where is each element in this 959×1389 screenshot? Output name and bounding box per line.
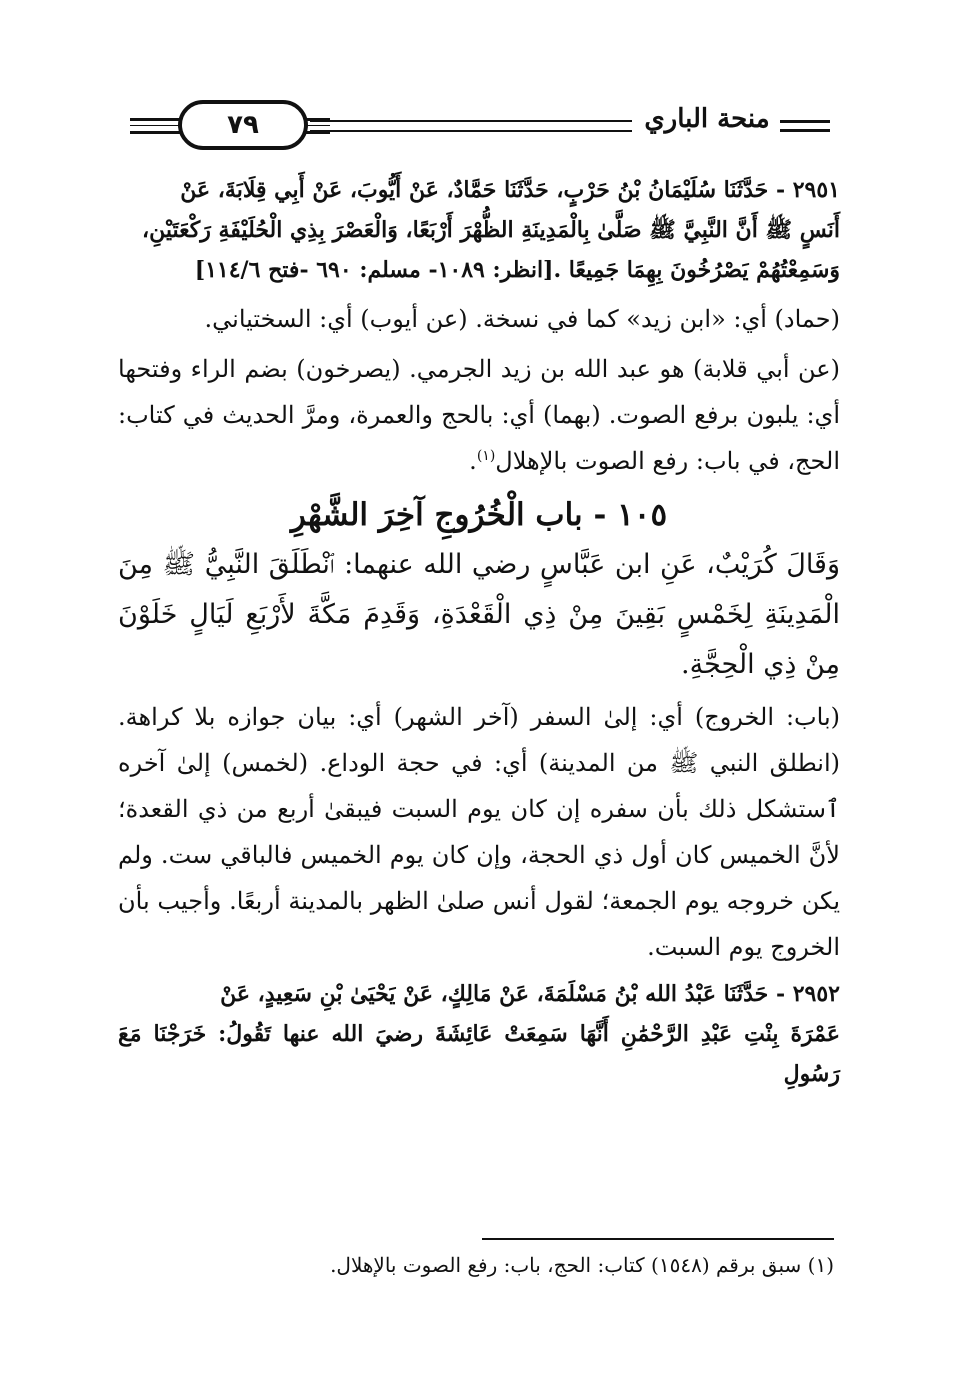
footnote-divider <box>482 1238 834 1240</box>
suspended-narration: وَقَالَ كُرَيْبٌ، عَنِ ابن عَبَّاسٍ رضي الله عنهما: ٱنْطَلَقَ النَّبِيُّ ﷺ مِنَ الْمَدِينَةِ لِخَمْسٍ بَقِينَ مِنْ ذِي الْقَعْدَةِ، وَقَدِمَ مَكَّةَ لأَرْبَعِ لَيَالٍ خَلَوْنَ مِنْ ذِي الْحِجَّةِ. <box>118 549 840 680</box>
hadith-2951 <box>118 170 840 290</box>
hadith-2952-line-2: عَمْرَةَ بِنْتِ عَبْدِ الرَّحْمَٰنِ أَنَّهَا سَمِعَتْ عَائِشَةَ رضيَ الله عنها تَقُولُ: خَرَجْنَا مَعَ رَسُولِ <box>118 1021 840 1087</box>
chapter-105-title: ١٠٥ - باب الْخُرُوجِ آخِرَ الشَّهْرِ <box>290 497 668 533</box>
page-number: ٧٩ <box>227 110 259 140</box>
page-header <box>120 96 840 156</box>
commentary-2951-para-1: (حماد) أي: «ابن زيد» كما في نسخة. (عن أيوب) أي: السختياني. <box>204 305 840 333</box>
footnote: (١) سبق برقم (١٥٤٨) كتاب: الحج، باب: رفع الصوت بالإهلال. <box>330 1253 834 1277</box>
hadith-2952-line-1: ٢٩٥٢ - حَدَّثَنَا عَبْدُ الله بْنُ مَسْلَمَةَ، عَنْ مَالِكٍ، عَنْ يَحْيَىٰ بْنِ سَعِيدٍ، عَنْ <box>220 981 840 1007</box>
hadith-2951-line-3: وَسَمِعْتُهُمْ يَصْرُخُونَ بِهِمَا جَمِيعًا .[انظر: ١٠٨٩- مسلم: ٦٩٠ -فتح ١١٤/٦] <box>194 257 840 283</box>
hadith-2951-line-1: ٢٩٥١ - حَدَّثَنَا سُلَيْمَانُ بْنُ حَرْبٍ، حَدَّثَنَا حَمَّادٌ، عَنْ أَيُّوبَ، عَنْ أَبِي قِلَابَةَ، عَنْ <box>180 177 840 203</box>
book-title: منحة الباري <box>644 104 770 134</box>
commentary-2951-para-2-text: (عن أبي قلابة) هو عبد الله بن زيد الجرمي. (يصرخون) بضم الراء وفتحها أي: يلبون برفع الصوت. (بهما) أي: بالحج والعمرة، ومرَّ الحديث في كتاب: الحج، في باب: رفع الصوت بالإهلال <box>118 355 841 475</box>
page-number-badge <box>178 100 308 150</box>
commentary-2951-para-2-end: . <box>469 447 477 475</box>
footnote-reference: (١) <box>476 448 496 464</box>
hadith-2952 <box>118 974 840 1094</box>
header-ornament-middle <box>310 120 632 132</box>
hadith-2951-line-2: أَنَسٍ ﷺ أَنَّ النَّبِيَّ ﷺ صَلَّىٰ بِالْمَدِينَةِ الظُّهْرَ أَرْبَعًا، وَالْعَصْرَ بِذِي الْحُلَيْفَةِ رَكْعَتَيْنِ، <box>142 217 840 243</box>
commentary-105: (باب: الخروج) أي: إلىٰ السفر (آخر الشهر) أي: بيان جوازه بلا كراهة. (انطلق النبي ﷺ من المدينة) أي: في حجة الوداع. (لخمس) إلىٰ آخره ٱستشكل ذلك بأن سفره إن كان يوم السبت فيبقىٰ أربع من ذي القعدة؛ لأنَّ الخميس كان أول ذي الحجة، وإن كان يوم الخميس فالباقي ست. ولم يكن خروجه يوم الجمعة؛ لقول أنس صلىٰ الظهر بالمدينة أربعًا. وأجيب بأن الخروج يوم السبت. <box>118 703 840 961</box>
page-body <box>118 170 840 1094</box>
header-ornament-right <box>780 120 830 132</box>
commentary-2951-para-2 <box>118 346 840 484</box>
